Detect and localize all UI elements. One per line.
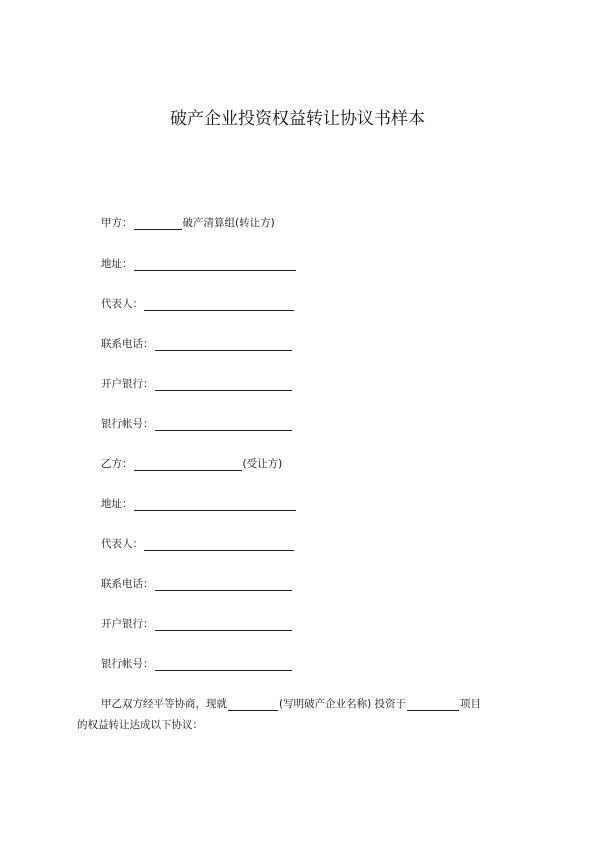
party-a-account-line <box>101 417 293 431</box>
party-b-rep-line <box>101 537 295 551</box>
party-a-account-blank[interactable] <box>155 419 292 431</box>
party-b-phone-blank[interactable] <box>155 579 292 591</box>
document-title: 破产企业投资权益转让协议书样本 <box>170 109 425 129</box>
party-b-name-line <box>101 457 282 471</box>
party-b-label: 乙方： <box>101 458 133 470</box>
party-a-phone-label: 联系电话： <box>101 338 154 350</box>
agreement-paragraph-line-2 <box>77 718 203 732</box>
paragraph-project-word: 项目 <box>460 698 482 710</box>
party-a-address-line <box>101 257 297 271</box>
project-name-blank[interactable] <box>407 699 459 711</box>
party-a-phone-blank[interactable] <box>155 339 292 351</box>
party-a-rep-blank[interactable] <box>144 299 294 311</box>
agreement-paragraph-line-1 <box>101 697 481 711</box>
party-b-role: (受让方) <box>242 458 283 470</box>
party-a-rep-line <box>101 297 295 311</box>
party-b-account-line <box>101 657 293 671</box>
party-b-phone-line <box>101 577 293 591</box>
party-a-bank-line <box>101 377 293 391</box>
party-a-address-blank[interactable] <box>134 259 296 271</box>
paragraph-company-note: (写明破产企业名称) 投资于 <box>279 698 407 710</box>
party-b-address-line <box>101 497 297 511</box>
party-b-rep-label: 代表人： <box>101 538 143 550</box>
party-a-role: 破产清算组(转让方) <box>182 217 275 229</box>
party-a-label: 甲方： <box>101 217 133 229</box>
party-b-bank-blank[interactable] <box>155 619 292 631</box>
party-a-name-line <box>101 216 275 230</box>
paragraph-intro: 甲乙双方经平等协商，现就 <box>101 698 227 710</box>
party-b-name-blank[interactable] <box>134 459 242 471</box>
company-name-blank[interactable] <box>228 699 278 711</box>
party-b-account-blank[interactable] <box>155 659 292 671</box>
party-b-bank-label: 开户银行： <box>101 618 154 630</box>
paragraph-conclusion: 的权益转让达成以下协议： <box>77 719 203 731</box>
party-a-address-label: 地址： <box>101 258 133 270</box>
party-a-name-blank[interactable] <box>134 218 182 230</box>
party-a-phone-line <box>101 337 293 351</box>
party-b-phone-label: 联系电话： <box>101 578 154 590</box>
party-b-bank-line <box>101 617 293 631</box>
party-a-account-label: 银行帐号： <box>101 418 154 430</box>
party-b-address-label: 地址： <box>101 498 133 510</box>
party-a-bank-blank[interactable] <box>155 379 292 391</box>
party-a-rep-label: 代表人： <box>101 298 143 310</box>
party-a-bank-label: 开户银行： <box>101 378 154 390</box>
party-b-account-label: 银行帐号： <box>101 658 154 670</box>
party-b-address-blank[interactable] <box>134 499 296 511</box>
party-b-rep-blank[interactable] <box>144 539 294 551</box>
